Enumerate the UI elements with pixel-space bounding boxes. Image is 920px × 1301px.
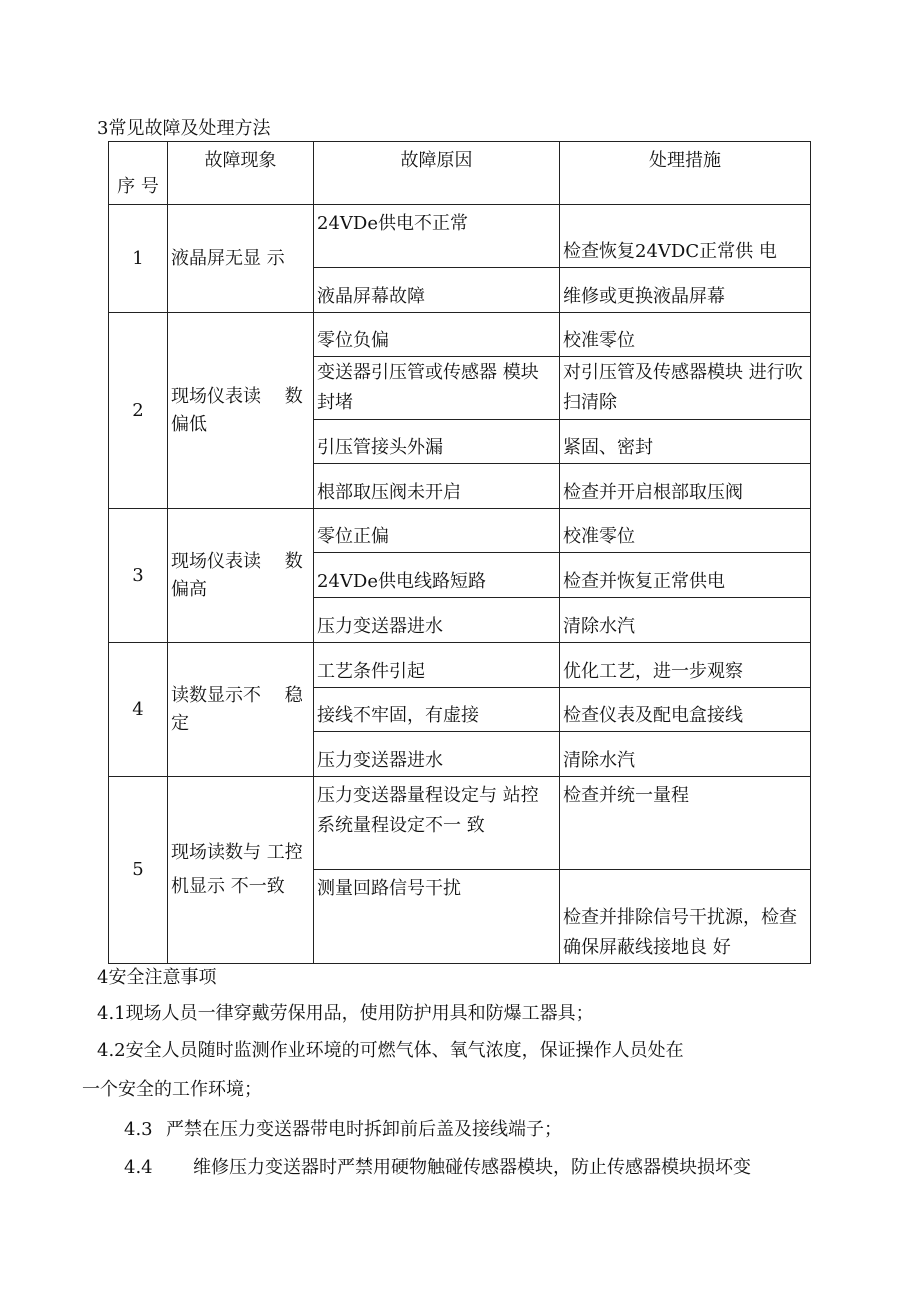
row-cause: 压力变送器量程设定与 站控系统量程设定不一 致 [314, 777, 560, 870]
row-cause: 测量回路信号干扰 [314, 870, 560, 964]
row-symptom: 读数显示不 稳定 [168, 643, 314, 777]
row-cause: 零位负偏 [314, 313, 560, 357]
row-action: 检查并恢复正常供电 [560, 553, 811, 598]
item-4-3-number: 4.3 [124, 1119, 153, 1140]
row-cause: 液晶屏幕故障 [314, 268, 560, 313]
row-cause: 24VDe供电线路短路 [314, 553, 560, 598]
row-no: 1 [109, 205, 168, 313]
row-action: 维修或更换液晶屏幕 [560, 268, 811, 313]
item-4-4-text: 维修压力变送器时严禁用硬物触碰传感器模块，防止传感器模块损坏变 [193, 1157, 751, 1178]
row-cause: 零位正偏 [314, 509, 560, 553]
header-action: 处理措施 [560, 142, 811, 205]
item-4-3-text: 严禁在压力变送器带电时拆卸前后盖及接线端子； [166, 1119, 562, 1140]
row-action: 检查并统一量程 [560, 777, 811, 870]
row-action: 检查仪表及配电盒接线 [560, 688, 811, 732]
row-cause: 引压管接头外漏 [314, 420, 560, 464]
table-row [109, 509, 811, 553]
item-4-2-line-2: 一个安全的工作环境； [82, 1079, 262, 1100]
row-cause: 压力变送器进水 [314, 732, 560, 777]
row-symptom: 现场仪表读 数偏低 [168, 313, 314, 509]
header-cause: 故障原因 [314, 142, 560, 205]
table-header-row [109, 142, 811, 205]
row-action: 校准零位 [560, 313, 811, 357]
row-cause: 接线不牢固，有虚接 [314, 688, 560, 732]
table-row [109, 313, 811, 357]
fault-table [108, 141, 811, 964]
row-action: 对引压管及传感器模块 进行吹扫清除 [560, 357, 811, 420]
row-action: 清除水汽 [560, 732, 811, 777]
table-row [109, 643, 811, 688]
table-row [109, 205, 811, 268]
row-symptom: 现场仪表读 数偏高 [168, 509, 314, 643]
row-symptom: 液晶屏无显 示 [168, 205, 314, 313]
row-action: 清除水汽 [560, 598, 811, 643]
row-no: 3 [109, 509, 168, 643]
row-cause: 变送器引压管或传感器 模块封堵 [314, 357, 560, 420]
row-no: 5 [109, 777, 168, 964]
header-symptom: 故障现象 [168, 142, 314, 205]
item-4-4-number: 4.4 [124, 1157, 153, 1178]
table-row [109, 777, 811, 870]
item-4-1: 4.1现场人员一律穿戴劳保用品，使用防护用具和防爆工器具； [97, 1003, 594, 1024]
row-no: 4 [109, 643, 168, 777]
row-cause: 工艺条件引起 [314, 643, 560, 688]
row-action: 检查并排除信号干扰源，检查确保屏蔽线接地良 好 [560, 870, 811, 964]
header-no: 序 号 [109, 142, 168, 205]
row-action: 紧固、密封 [560, 420, 811, 464]
row-action: 校准零位 [560, 509, 811, 553]
row-cause: 压力变送器进水 [314, 598, 560, 643]
row-symptom: 现场读数与 工控机显示 不一致 [168, 777, 314, 964]
section-3-title: 3常见故障及处理方法 [97, 118, 271, 139]
row-action: 优化工艺，进一步观察 [560, 643, 811, 688]
row-no: 2 [109, 313, 168, 509]
row-cause: 根部取压阀未开启 [314, 464, 560, 509]
item-4-2-line-1: 4.2安全人员随时监测作业环境的可燃气体、氧气浓度，保证操作人员处在 [97, 1040, 684, 1061]
section-4-title: 4安全注意事项 [97, 967, 217, 988]
row-action: 检查恢复24VDC正常供 电 [560, 205, 811, 268]
row-action: 检查并开启根部取压阀 [560, 464, 811, 509]
row-cause: 24VDe供电不正常 [314, 205, 560, 268]
